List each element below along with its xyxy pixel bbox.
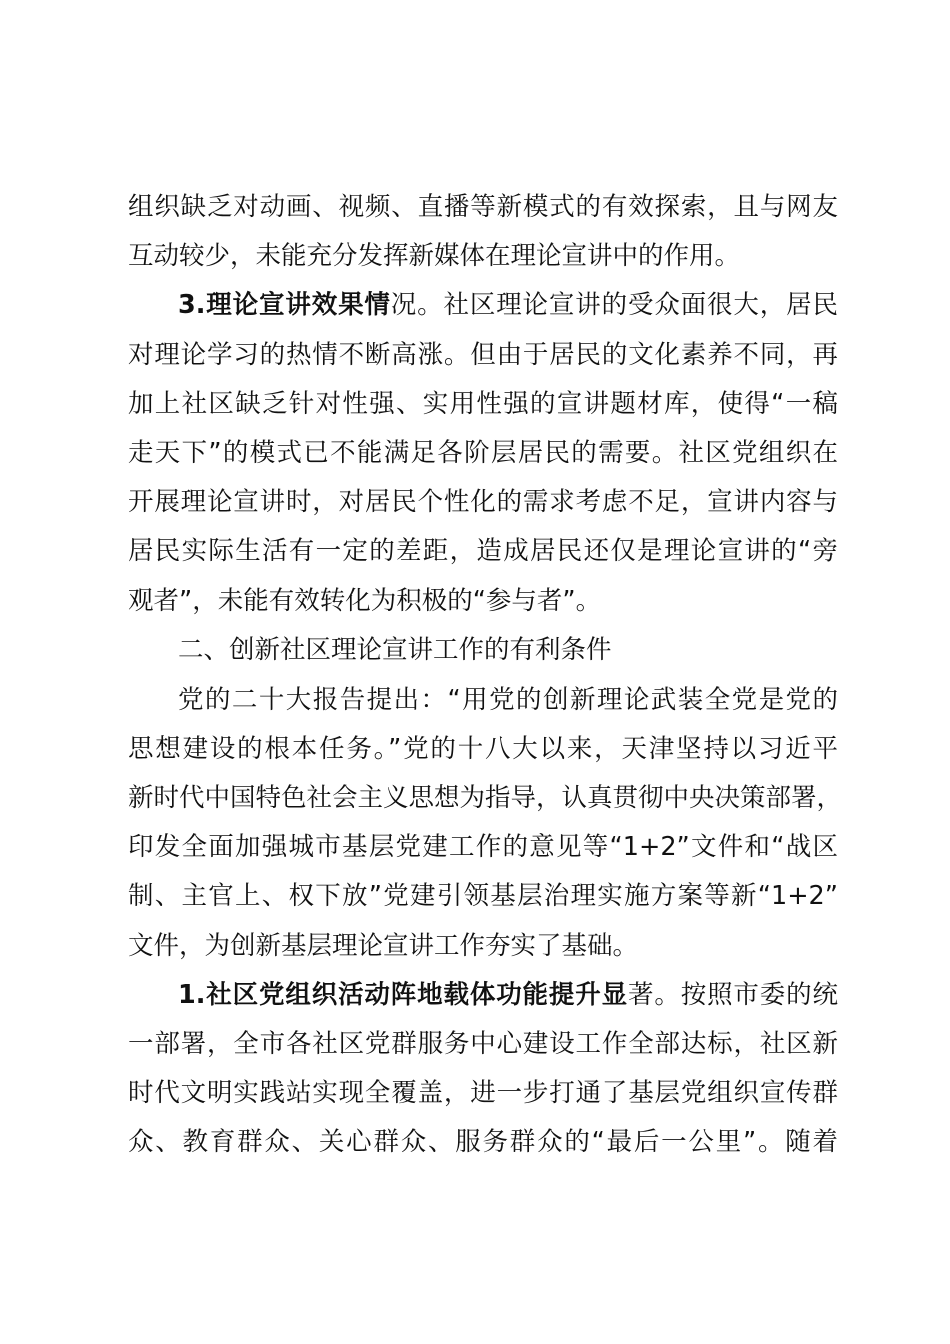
paragraph-line: 文件，为创新基层理论宣讲工作夯实了基础。	[128, 931, 639, 961]
paragraph-line: 组织缺乏对动画、视频、直播等新模式的有效探索，且与网友	[128, 192, 838, 222]
paragraph-line: 居民实际生活有一定的差距，造成居民还仅是理论宣讲的“旁	[128, 536, 838, 566]
paragraph-line: 观者”，未能有效转化为积极的“参与者”。	[128, 586, 602, 616]
paragraph-text: 著。按照市委的统	[628, 980, 838, 1010]
paragraph-line: 对理论学习的热情不断高涨。但由于居民的文化素养不同，再	[128, 340, 838, 370]
paragraph-line: 时代文明实践站实现全覆盖，进一步打通了基层党组织宣传群	[128, 1078, 838, 1108]
subsection-heading: 3.理论宣讲效果情	[178, 290, 391, 320]
paragraph-line: 加上社区缺乏针对性强、实用性强的宣讲题材库，使得“一稿	[128, 389, 838, 419]
paragraph-first-line	[178, 285, 838, 325]
paragraph-line: 一部署，全市各社区党群服务中心建设工作全部达标，社区新	[128, 1029, 838, 1059]
paragraph-line: 新时代中国特色社会主义思想为指导，认真贯彻中央决策部署，	[128, 783, 843, 813]
paragraph-line: 众、教育群众、关心群众、服务群众的“最后一公里”。随着	[128, 1127, 838, 1157]
paragraph-line: 开展理论宣讲时，对居民个性化的需求考虑不足，宣讲内容与	[128, 487, 838, 517]
paragraph-line: 思想建设的根本任务。”党的十八大以来，天津坚持以习近平	[128, 734, 838, 764]
paragraph-line: 印发全面加强城市基层党建工作的意见等“1+2”文件和“战区	[128, 832, 838, 862]
section-title: 二、创新社区理论宣讲工作的有利条件	[178, 635, 612, 665]
paragraph-line: 制、主官上、权下放”党建引领基层治理实施方案等新“1+2”	[128, 881, 838, 911]
paragraph-line: 互动较少，未能充分发挥新媒体在理论宣讲中的作用。	[128, 241, 741, 271]
subsection-heading: 1.社区党组织活动阵地载体功能提升显	[178, 980, 628, 1010]
paragraph-line: 走天下”的模式已不能满足各阶层居民的需要。社区党组织在	[128, 438, 838, 468]
paragraph-first-line: 党的二十大报告提出：“用党的创新理论武装全党是党的	[178, 685, 838, 715]
paragraph-text: 况。社区理论宣讲的受众面很大，居民	[390, 290, 838, 320]
paragraph-first-line	[178, 975, 838, 1015]
